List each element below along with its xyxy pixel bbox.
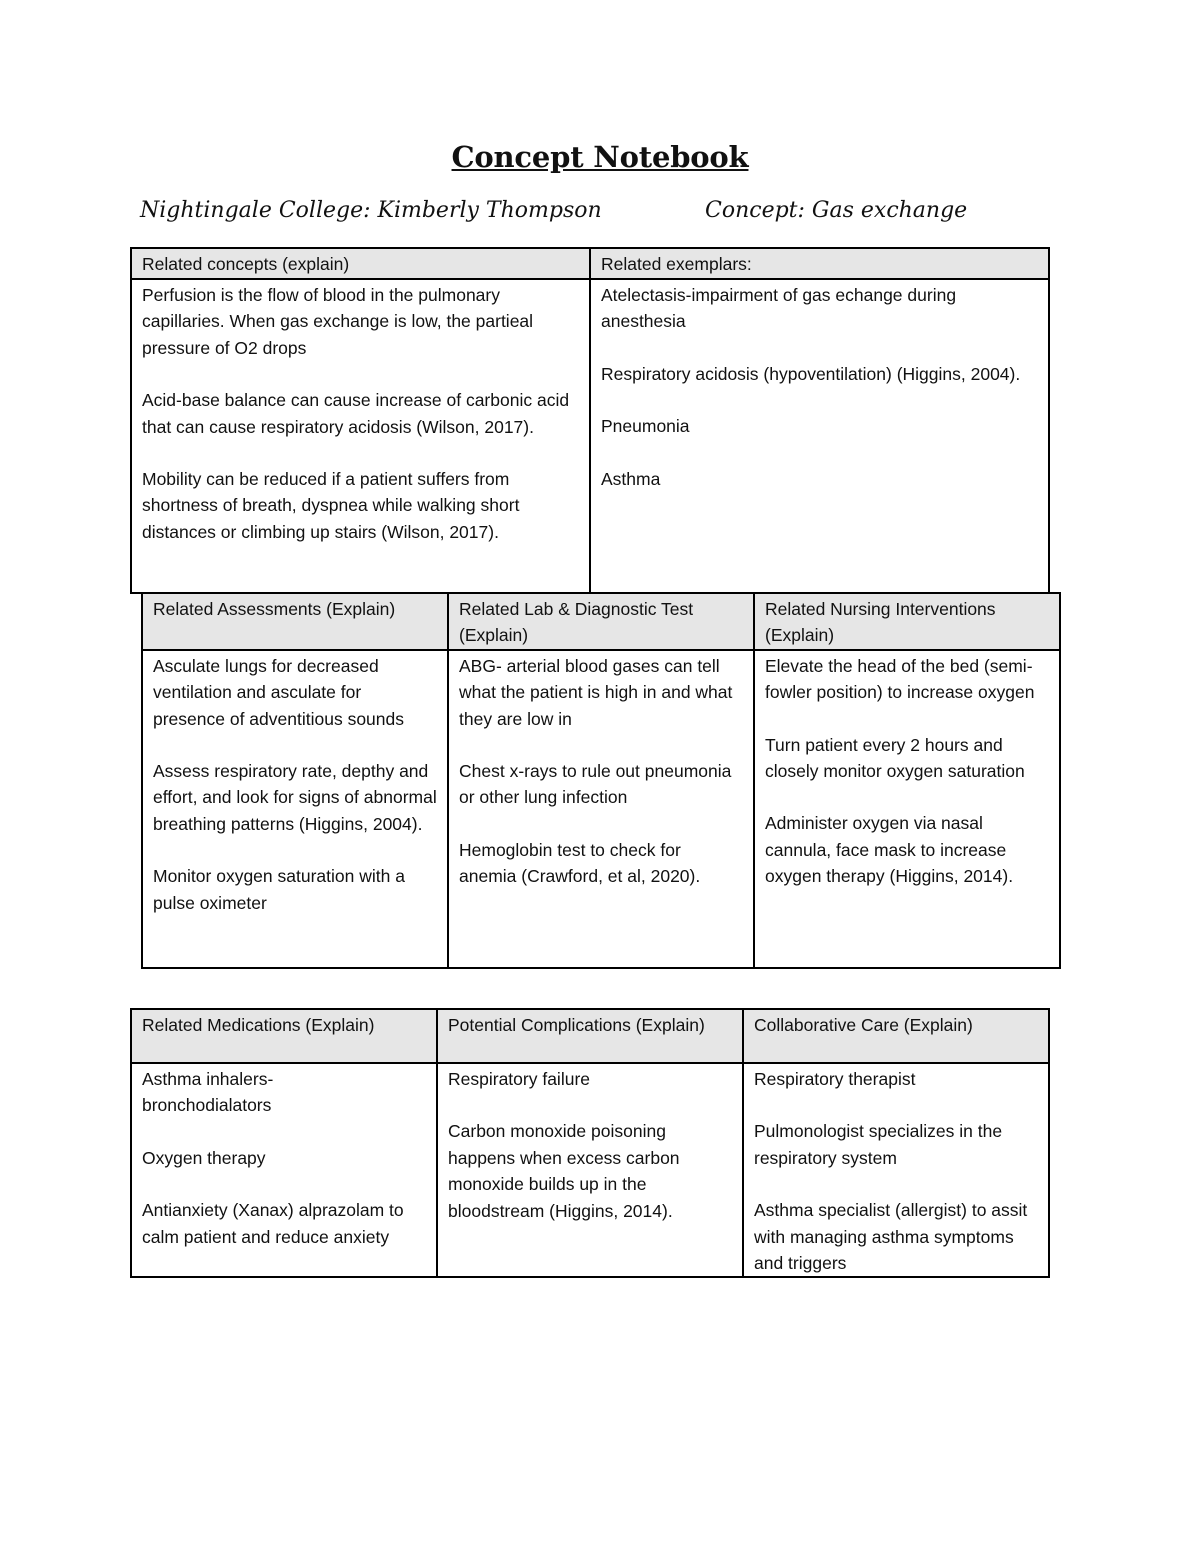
cell-paragraph: Elevate the head of the bed (semi-fowler position) to increase oxygen xyxy=(765,655,1035,703)
cell-paragraph: Asthma specialist (allergist) to assit with managing asthma symptoms and triggers xyxy=(754,1200,1028,1274)
cell-paragraph: Asthma inhalers- bronchodialators xyxy=(142,1069,274,1116)
related-concepts-cell xyxy=(131,279,590,593)
related-medications-header: Related Medications (Explain) xyxy=(131,1009,437,1063)
cell-paragraph: Perfusion is the flow of blood in the pulmonary capillaries. When gas exchange is low, the partieal pressure of O2 drops xyxy=(142,285,534,358)
medications-table xyxy=(130,1008,1050,1278)
cell-paragraph: Respiratory therapist xyxy=(754,1069,916,1089)
assessments-table xyxy=(141,592,1061,969)
cell-paragraph: Monitor oxygen saturation with a pulse oximeter xyxy=(153,866,405,913)
table-header-row xyxy=(131,1009,1049,1063)
concepts-table xyxy=(130,247,1050,594)
collaborative-care-header: Collaborative Care (Explain) xyxy=(743,1009,1049,1063)
cell-paragraph: Respiratory acidosis (hypoventilation) (Higgins, 2004). xyxy=(601,363,1021,384)
related-assessments-cell xyxy=(142,650,448,968)
cell-paragraph: Acid-base balance can cause increase of carbonic acid that can cause respiratory acidosis (Wilson, 2017). xyxy=(142,390,570,437)
cell-paragraph: Chest x-rays to rule out pneumonia or other lung infection xyxy=(459,761,732,808)
related-exemplars-header: Related exemplars: xyxy=(590,248,1049,279)
table-row xyxy=(131,1063,1049,1277)
cell-paragraph: Asculate lungs for decreased ventilation and asculate for presence of adventitious sounds xyxy=(153,655,404,729)
related-lab-cell xyxy=(448,650,754,968)
concept-line: Concept: Gas exchange xyxy=(705,198,968,223)
table-header-row xyxy=(131,248,1049,279)
page-title: Concept Notebook xyxy=(451,140,749,174)
related-medications-cell xyxy=(131,1063,437,1277)
student-line: Nightingale College: Kimberly Thompson xyxy=(140,198,602,223)
cell-paragraph: Assess respiratory rate, depthy and effort, and look for signs of abnormal breathing patterns (Higgins, 2004). xyxy=(153,761,437,834)
potential-complications-cell xyxy=(437,1063,743,1277)
cell-paragraph: Administer oxygen via nasal cannula, face mask to increase oxygen therapy (Higgins, 2014). xyxy=(765,813,1014,887)
cell-paragraph: Asthma xyxy=(601,468,661,489)
related-concepts-header: Related concepts (explain) xyxy=(131,248,590,279)
table-header-row xyxy=(142,593,1060,650)
cell-paragraph: Atelectasis-impairment of gas echange during anesthesia xyxy=(601,285,957,332)
cell-paragraph: ABG- arterial blood gases can tell what the patient is high in and what they are low in xyxy=(459,655,733,729)
table-row xyxy=(142,650,1060,968)
cell-paragraph: Carbon monoxide poisoning happens when excess carbon monoxide builds up in the bloodstream (Higgins, 2014). xyxy=(448,1121,680,1221)
cell-paragraph: Pulmonologist specializes in the respiratory system xyxy=(754,1121,1003,1168)
cell-paragraph: Turn patient every 2 hours and closely monitor oxygen saturation xyxy=(765,734,1025,782)
related-lab-header: Related Lab & Diagnostic Test (Explain) xyxy=(448,593,754,650)
related-interventions-header: Related Nursing Interventions (Explain) xyxy=(754,593,1060,650)
related-assessments-header: Related Assessments (Explain) xyxy=(142,593,448,650)
collaborative-care-cell xyxy=(743,1063,1049,1277)
cell-paragraph: Respiratory failure xyxy=(448,1069,590,1089)
related-interventions-cell xyxy=(754,650,1060,968)
cell-paragraph: Oxygen therapy xyxy=(142,1147,266,1168)
cell-paragraph: Pneumonia xyxy=(601,416,690,437)
table-row xyxy=(131,279,1049,593)
cell-paragraph: Hemoglobin test to check for anemia (Crawford, et al, 2020). xyxy=(459,839,701,887)
cell-paragraph: Antianxiety (Xanax) alprazolam to calm patient and reduce anxiety xyxy=(142,1200,404,1247)
potential-complications-header: Potential Complications (Explain) xyxy=(437,1009,743,1063)
related-exemplars-cell xyxy=(590,279,1049,593)
cell-paragraph: Mobility can be reduced if a patient suffers from shortness of breath, dyspnea while walking short distances or climbing up stairs (Wilson, 2017). xyxy=(142,469,520,542)
